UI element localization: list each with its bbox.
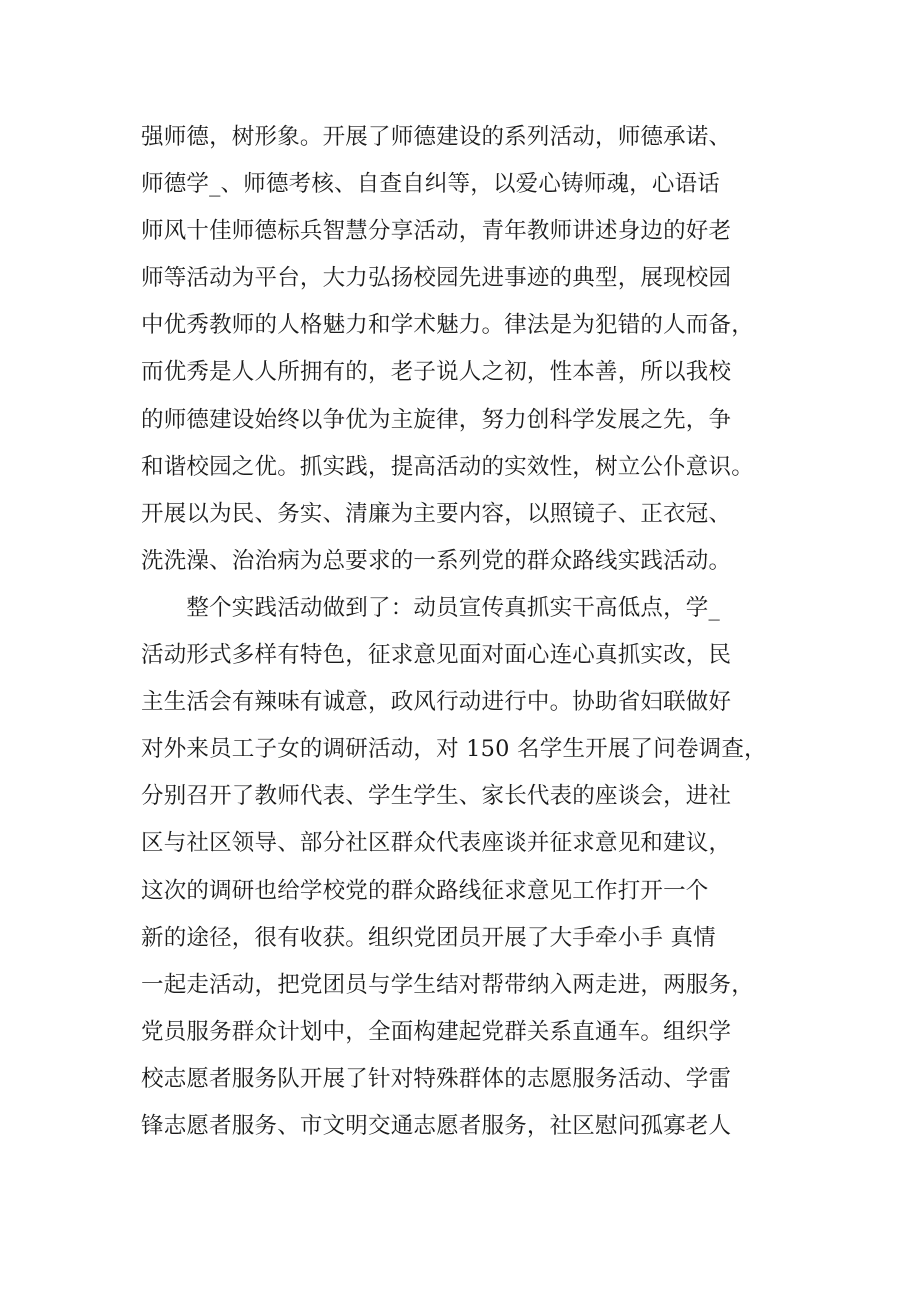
text-line: 对外来员工子女的调研活动，对 150 名学生开展了问卷调查， [141, 736, 767, 763]
text-line: 党员服务群众计划中，全面构建起党群关系直通车。组织学 [141, 1018, 732, 1045]
text-line: 师等活动为平台，大力弘扬校园先进事迹的典型，展现校园 [141, 265, 732, 292]
body-text [141, 114, 801, 1150]
text-line: 区与社区领导、部分社区群众代表座谈并征求意见和建议， [141, 830, 732, 857]
text-line: 这次的调研也给学校党的群众路线征求意见工作打开一个 [141, 877, 709, 904]
text-line: 师风十佳师德标兵智慧分享活动，青年教师讲述身边的好老 [141, 218, 732, 245]
text-line: 的师德建设始终以争优为主旋律，努力创科学发展之先，争 [141, 406, 732, 433]
text-line: 一起走活动，把党团员与学生结对帮带纳入两走进，两服务， [141, 971, 754, 998]
text-line: 和谐校园之优。抓实践，提高活动的实效性，树立公仆意识。 [141, 453, 754, 480]
text-line: 主生活会有辣味有诚意，政风行动进行中。协助省妇联做好 [141, 689, 732, 716]
text-line: 中优秀教师的人格魅力和学术魅力。律法是为犯错的人而备， [141, 312, 754, 339]
text-line: 校志愿者服务队开展了针对特殊群体的志愿服务活动、学雷 [141, 1065, 732, 1092]
paragraph-start-line: 整个实践活动做到了：动员宣传真抓实干高低点，学_ [141, 594, 720, 621]
text-line: 活动形式多样有特色，征求意见面对面心连心真抓实改，民 [141, 642, 732, 669]
text-line: 新的途径，很有收获。组织党团员开展了大手牵小手 真情 [141, 924, 716, 951]
text-line: 而优秀是人人所拥有的，老子说人之初，性本善，所以我校 [141, 359, 732, 386]
text-line: 洗洗澡、治治病为总要求的一系列党的群众路线实践活动。 [141, 547, 732, 574]
text-line: 分别召开了教师代表、学生学生、家长代表的座谈会，进社 [141, 783, 732, 810]
text-line: 师德学_、师德考核、自查自纠等，以爱心铸师魂，心语话 [141, 171, 720, 198]
text-line: 强师德，树形象。开展了师德建设的系列活动，师德承诺、 [141, 124, 732, 150]
text-line: 开展以为民、务实、清廉为主要内容，以照镜子、正衣冠、 [141, 500, 732, 527]
text-line: 锋志愿者服务、市文明交通志愿者服务，社区慰问孤寡老人 [141, 1112, 732, 1139]
